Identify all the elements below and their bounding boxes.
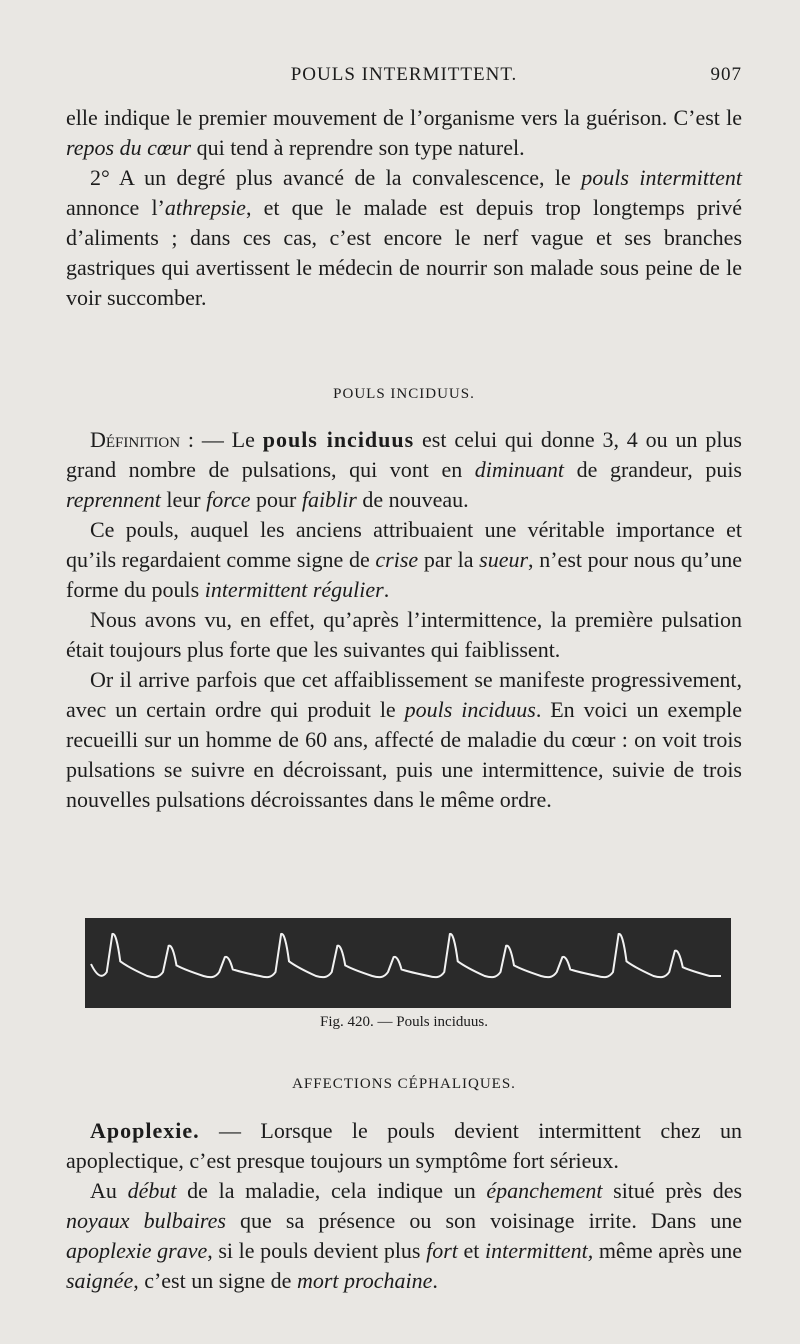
- text-run: , c’est un signe de: [133, 1268, 297, 1293]
- emphasis: mort prochaine: [296, 1268, 433, 1293]
- emphasis: début: [127, 1178, 177, 1203]
- emphasis: noyaux bulbaires: [66, 1208, 226, 1233]
- page-number: 907: [710, 64, 742, 85]
- running-head: [66, 64, 742, 90]
- emphasis: pouls inciduus: [404, 697, 536, 722]
- section-title: POULS INCIDUUS.: [333, 386, 475, 402]
- paragraph: [66, 665, 742, 815]
- text-run: Ce pouls, auquel les anciens attribuaient une véritable importance et qu’ils regardaient comme signe de: [66, 517, 742, 572]
- text-run: , si le pouls devient plus: [207, 1238, 427, 1263]
- emphasis: épanchement: [486, 1178, 603, 1203]
- text-run: , et que le malade est depuis trop longtemps privé d’aliments ; dans ces cas, c’est encore le nerf vague et ses branches gastriques qui avertissent le médecin de nourrir son malade sous peine de le voir succomber.: [66, 195, 743, 310]
- definition-label: Définition: [90, 427, 181, 452]
- figure-caption: Fig. 420. — Pouls inciduus.: [320, 1014, 488, 1030]
- text-run: par la: [418, 547, 480, 572]
- emphasis: saignée: [66, 1268, 134, 1293]
- text-run: et: [457, 1238, 486, 1263]
- running-head-title: POULS INTERMITTENT.: [290, 64, 518, 85]
- text-run: Or il arrive parfois que cet affaiblissement se manifeste progressivement, avec un certain ordre qui produit le: [66, 667, 742, 722]
- text-run: de grandeur, puis: [564, 457, 742, 482]
- section-pouls-inciduus: [66, 425, 742, 815]
- bold-term: Apoplexie.: [90, 1118, 200, 1143]
- pulse-waveform: [91, 934, 721, 977]
- text-run: situé près des: [602, 1178, 743, 1203]
- emphasis: sueur: [479, 547, 529, 572]
- text-run: .: [383, 577, 390, 602]
- intro-block: [66, 103, 742, 313]
- paragraph: Nous avons vu, en effet, qu’après l’intermittence, la première pulsation était toujours plus forte que les suivantes qui faiblissent.: [66, 607, 742, 662]
- text-run: elle indique le premier mouvement de l’organisme vers la guérison. C’est le: [66, 105, 742, 130]
- text-run: , n’est pour nous qu’une forme du pouls: [66, 547, 742, 602]
- text-run: est celui qui donne 3, 4 ou un plus grand nombre de pulsations, qui vont en: [66, 427, 742, 482]
- emphasis: intermittent,: [485, 1238, 594, 1263]
- text-run: pour: [250, 487, 302, 512]
- pulse-tracing-figure: [85, 918, 731, 1008]
- emphasis: crise: [375, 547, 419, 572]
- paragraph: [66, 103, 742, 163]
- text-run: de la maladie, cela indique un: [176, 1178, 487, 1203]
- text-run: que sa présence ou son voisinage irrite. Dans une: [225, 1208, 742, 1233]
- text-run: Au: [90, 1178, 128, 1203]
- emphasis: intermittent régulier: [204, 577, 384, 602]
- text-run: annonce l’: [66, 195, 165, 220]
- text-run: — Lorsque le pouls devient intermittent chez un apoplectique, c’est presque toujours un symptôme fort sérieux.: [66, 1118, 742, 1173]
- paragraph: [66, 163, 742, 313]
- text-run: 2° A un degré plus avancé de la convalescence, le: [90, 165, 582, 190]
- paragraph: [66, 425, 742, 515]
- emphasis: reprennent: [66, 487, 161, 512]
- emphasis: fort: [426, 1238, 458, 1263]
- paragraph: [66, 515, 742, 605]
- emphasis: diminuant: [474, 457, 565, 482]
- emphasis: repos du cœur: [66, 135, 192, 160]
- emphasis: pouls intermittent: [581, 165, 743, 190]
- text-run: qui tend à reprendre son type naturel.: [191, 135, 525, 160]
- emphasis: force: [206, 487, 251, 512]
- text-run: même après une: [593, 1238, 743, 1263]
- pulse-tracing: [85, 918, 731, 1008]
- emphasis: apoplexie grave: [66, 1238, 208, 1263]
- emphasis: athrepsie: [164, 195, 246, 220]
- text-run: leur: [160, 487, 207, 512]
- section-affections-cephaliques: [66, 1116, 742, 1296]
- bold-term: pouls inciduus: [262, 427, 415, 452]
- section-title: AFFECTIONS CÉPHALIQUES.: [292, 1076, 516, 1092]
- paragraph: [66, 1176, 742, 1296]
- text-run: . En voici un exemple recueilli sur un homme de 60 ans, affecté de maladie du cœur : on voit trois pulsations se suivre en décroissant, puis une intermittence, suivie de trois nouvelles pulsations décroissantes dans le même ordre.: [66, 697, 742, 812]
- emphasis: faiblir: [301, 487, 357, 512]
- text-run: : — Le: [180, 427, 263, 452]
- text-run: de nouveau.: [356, 487, 469, 512]
- text-run: .: [432, 1268, 438, 1293]
- paragraph: [66, 1116, 742, 1176]
